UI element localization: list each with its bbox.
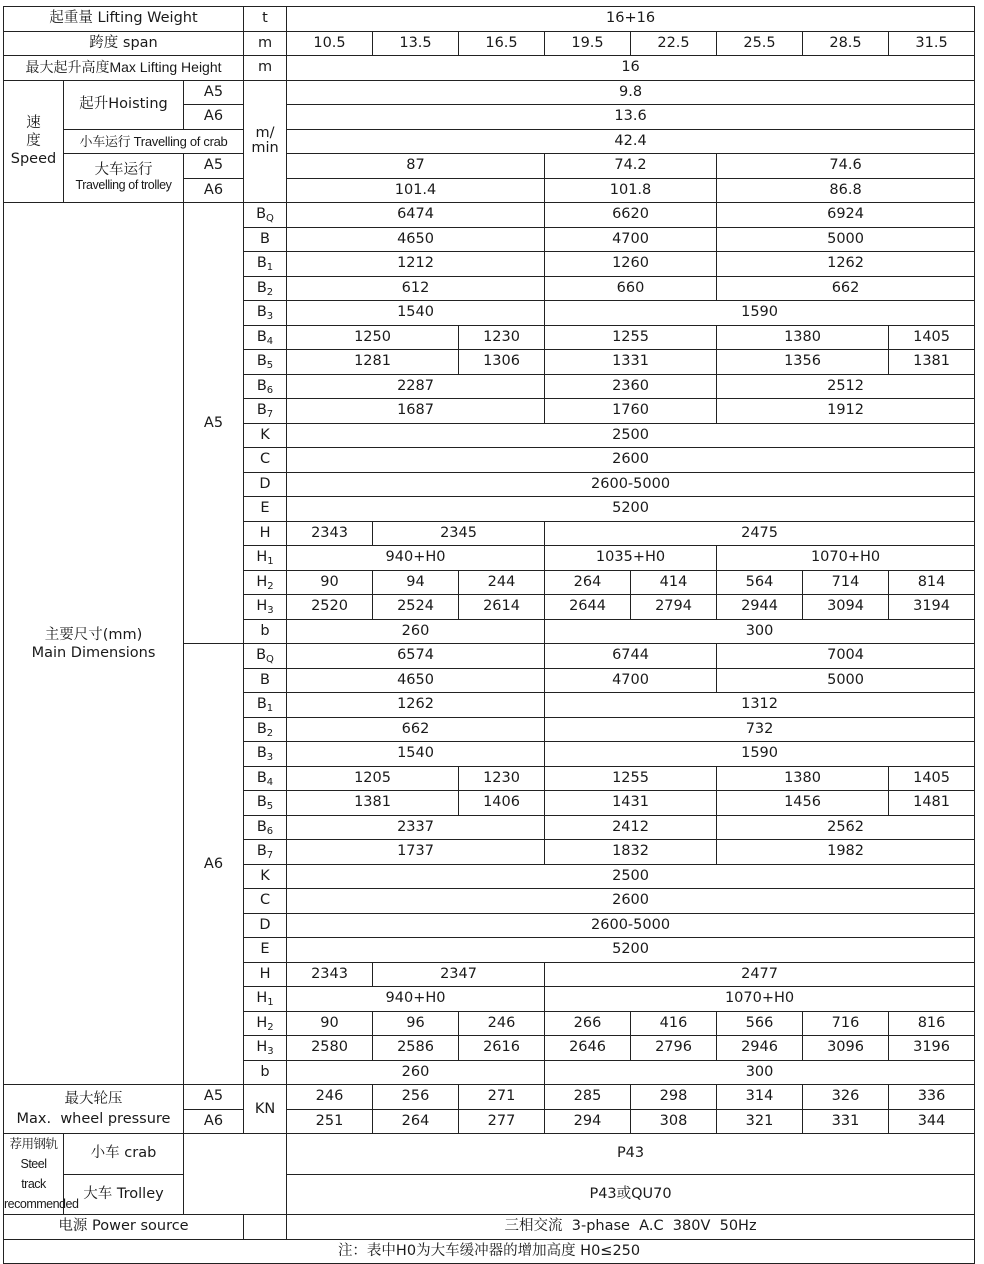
param-value: 2500 (287, 864, 975, 889)
param-value: 940+H0 (287, 546, 545, 571)
span-label: 跨度 span (4, 31, 244, 56)
param-value: 1205 (287, 766, 459, 791)
param-symbol: $B_1$ (244, 693, 287, 718)
param-value: 1255 (545, 325, 717, 350)
rail-label-top: 荐用钢轨 Steel (9, 1137, 58, 1171)
span-value: 13.5 (373, 31, 459, 56)
row-max-height (4, 56, 975, 81)
param-value: 1540 (287, 301, 545, 326)
power-label: 电源 Power source (4, 1215, 244, 1240)
param-symbol: $B_4$ (244, 766, 287, 791)
param-value: 2646 (545, 1036, 631, 1061)
param-value: 1381 (889, 350, 975, 375)
param-value: 1431 (545, 791, 717, 816)
span-value: 10.5 (287, 31, 373, 56)
param-value: 414 (631, 570, 717, 595)
lifting-weight-label: 起重量 Lifting Weight (4, 7, 244, 32)
wheel-pressure-label (4, 1085, 184, 1134)
spec-sheet (3, 6, 975, 1264)
param-value: 4650 (287, 227, 545, 252)
param-symbol: $H_1$ (244, 987, 287, 1012)
param-value: 246 (459, 1011, 545, 1036)
param-symbol: K (244, 864, 287, 889)
param-value: 1070+H0 (545, 987, 975, 1012)
max-height-label: 最大起升高度Max Lifting Height (4, 56, 244, 81)
param-value: 244 (459, 570, 545, 595)
param-symbol: B (244, 668, 287, 693)
param-value: 1255 (545, 766, 717, 791)
param-value: 4650 (287, 668, 545, 693)
param-value: 714 (803, 570, 889, 595)
param-value: 1912 (717, 399, 975, 424)
trolley-a6-value: 86.8 (717, 178, 975, 203)
trolley-a5-value: 74.6 (717, 154, 975, 179)
param-value: 2412 (545, 815, 717, 840)
speed-label (4, 80, 64, 203)
param-value: 1331 (545, 350, 717, 375)
param-value: 1212 (287, 252, 545, 277)
param-value: 6620 (545, 203, 717, 228)
param-value: 2345 (373, 521, 545, 546)
param-value: 2337 (287, 815, 545, 840)
param-value: 90 (287, 570, 373, 595)
row-rail-crab (4, 1134, 975, 1175)
param-value: 2600 (287, 448, 975, 473)
param-value: 7004 (717, 644, 975, 669)
rail-crab-label: 小车 crab (64, 1134, 184, 1175)
param-value: 1405 (889, 325, 975, 350)
param-value: 2477 (545, 962, 975, 987)
row-lifting-weight (4, 7, 975, 32)
wheel-a6-value: 331 (803, 1109, 889, 1134)
param-symbol: b (244, 619, 287, 644)
rail-trolley-value: P43或QU70 (287, 1174, 975, 1215)
param-value: 2586 (373, 1036, 459, 1061)
param-symbol: $H_2$ (244, 1011, 287, 1036)
param-value: 1230 (459, 325, 545, 350)
spec-table (3, 6, 975, 1264)
param-symbol: $H_3$ (244, 595, 287, 620)
trolley-a6-value: 101.4 (287, 178, 545, 203)
param-value: 1260 (545, 252, 717, 277)
param-value: 716 (803, 1011, 889, 1036)
param-value: 662 (717, 276, 975, 301)
param-symbol: H (244, 962, 287, 987)
hoisting-a6-value: 13.6 (287, 105, 975, 130)
wheel-a6-value: 251 (287, 1109, 373, 1134)
param-symbol: D (244, 913, 287, 938)
param-symbol: C (244, 448, 287, 473)
param-symbol: D (244, 472, 287, 497)
wheel-a5-value: 336 (889, 1085, 975, 1110)
wheel-unit: KN (244, 1085, 287, 1134)
param-value: 1456 (717, 791, 889, 816)
param-value: 2360 (545, 374, 717, 399)
param-symbol: $B_2$ (244, 717, 287, 742)
param-value: 5000 (717, 668, 975, 693)
param-value: 260 (287, 619, 545, 644)
param-value: 90 (287, 1011, 373, 1036)
param-value: 1405 (889, 766, 975, 791)
param-symbol: $B_1$ (244, 252, 287, 277)
rail-trolley-label: 大车 Trolley (64, 1174, 184, 1215)
rail-label-bottom: track recommended (4, 1177, 79, 1211)
param-value: 1540 (287, 742, 545, 767)
wheel-a6-value: 321 (717, 1109, 803, 1134)
wheel-pressure-label-en: Max. wheel pressure (16, 1111, 171, 1127)
param-value: 2600-5000 (287, 472, 975, 497)
row-rail-trolley (4, 1174, 975, 1215)
rail-crab-value: P43 (287, 1134, 975, 1175)
param-symbol: $H_3$ (244, 1036, 287, 1061)
param-value: 1035+H0 (545, 546, 717, 571)
param-value: 2343 (287, 521, 373, 546)
param-value: 1381 (287, 791, 459, 816)
param-value: 1406 (459, 791, 545, 816)
param-value: 2796 (631, 1036, 717, 1061)
param-value: 816 (889, 1011, 975, 1036)
param-value: 2287 (287, 374, 545, 399)
wheel-a6-value: 344 (889, 1109, 975, 1134)
param-value: 3096 (803, 1036, 889, 1061)
param-symbol: $B_6$ (244, 374, 287, 399)
wheel-a5-value: 314 (717, 1085, 803, 1110)
speed-unit-bottom: min (251, 140, 279, 157)
row-wheel-a5 (4, 1085, 975, 1110)
param-symbol: $B_4$ (244, 325, 287, 350)
param-value: 300 (545, 1060, 975, 1085)
a6-grade: A6 (184, 644, 244, 1085)
param-value: 94 (373, 570, 459, 595)
wheel-a5-value: 256 (373, 1085, 459, 1110)
rail-label (4, 1134, 79, 1215)
param-value: 1250 (287, 325, 459, 350)
crab-travel-value: 42.4 (287, 129, 975, 154)
wheel-a5-value: 271 (459, 1085, 545, 1110)
wheel-a5-value: 326 (803, 1085, 889, 1110)
param-value: 260 (287, 1060, 545, 1085)
param-value: 6574 (287, 644, 545, 669)
hoisting-label: 起升Hoisting (64, 80, 184, 129)
param-value: 1832 (545, 840, 717, 865)
wheel-a6-value: 308 (631, 1109, 717, 1134)
param-value: 3094 (803, 595, 889, 620)
param-value: 1380 (717, 766, 889, 791)
param-symbol: $B_3$ (244, 301, 287, 326)
param-value: 660 (545, 276, 717, 301)
param-value: 2512 (717, 374, 975, 399)
param-value: 940+H0 (287, 987, 545, 1012)
param-symbol: K (244, 423, 287, 448)
param-value: 1312 (545, 693, 975, 718)
trolley-a6-value: 101.8 (545, 178, 717, 203)
param-value: 3194 (889, 595, 975, 620)
span-unit: m (244, 31, 287, 56)
row-trolley-a5 (4, 154, 975, 179)
trolley-a6-grade: A6 (184, 178, 244, 203)
param-value: 1070+H0 (717, 546, 975, 571)
param-symbol: $B_2$ (244, 276, 287, 301)
param-value: 4700 (545, 668, 717, 693)
param-value: 1262 (287, 693, 545, 718)
trolley-travel-label-en: Travelling of trolley (75, 178, 172, 192)
param-value: 1760 (545, 399, 717, 424)
wheel-a5-grade: A5 (184, 1085, 244, 1110)
trolley-travel-label (64, 154, 184, 203)
a5-grade: A5 (184, 203, 244, 644)
speed-label-cn-2: 度 (26, 133, 41, 150)
row-a5-bq (4, 203, 975, 228)
param-value: 1590 (545, 742, 975, 767)
span-value: 25.5 (717, 31, 803, 56)
span-value: 16.5 (459, 31, 545, 56)
param-symbol: E (244, 497, 287, 522)
row-crab-travel (4, 129, 975, 154)
hoisting-a6-grade: A6 (184, 105, 244, 130)
param-value: 5200 (287, 938, 975, 963)
param-symbol: $B_Q$ (244, 203, 287, 228)
param-symbol: $B_5$ (244, 350, 287, 375)
table-note: 注：表中H0为大车缓冲器的增加高度 H0≤250 (4, 1239, 975, 1264)
param-value: 1306 (459, 350, 545, 375)
max-height-unit: m (244, 56, 287, 81)
param-value: 3196 (889, 1036, 975, 1061)
param-symbol: $B_Q$ (244, 644, 287, 669)
param-value: 2562 (717, 815, 975, 840)
hoisting-a5-value: 9.8 (287, 80, 975, 105)
param-symbol: b (244, 1060, 287, 1085)
param-symbol: C (244, 889, 287, 914)
param-value: 2944 (717, 595, 803, 620)
param-value: 300 (545, 619, 975, 644)
param-value: 1737 (287, 840, 545, 865)
rail-blank-cell (184, 1134, 287, 1215)
speed-label-en: Speed (10, 151, 57, 168)
param-value: 1380 (717, 325, 889, 350)
lifting-weight-value: 16+16 (287, 7, 975, 32)
wheel-a5-value: 285 (545, 1085, 631, 1110)
param-value: 2500 (287, 423, 975, 448)
hoisting-a5-grade: A5 (184, 80, 244, 105)
param-value: 2347 (373, 962, 545, 987)
param-symbol: $B_7$ (244, 399, 287, 424)
param-symbol: $B_3$ (244, 742, 287, 767)
lifting-weight-unit: t (244, 7, 287, 32)
wheel-a6-value: 277 (459, 1109, 545, 1134)
param-value: 2600 (287, 889, 975, 914)
param-value: 2475 (545, 521, 975, 546)
param-symbol: H (244, 521, 287, 546)
param-value: 266 (545, 1011, 631, 1036)
param-value: 2616 (459, 1036, 545, 1061)
span-value: 31.5 (889, 31, 975, 56)
param-value: 2520 (287, 595, 373, 620)
trolley-a5-grade: A5 (184, 154, 244, 179)
param-value: 732 (545, 717, 975, 742)
param-value: 264 (545, 570, 631, 595)
param-value: 2343 (287, 962, 373, 987)
param-symbol: B (244, 227, 287, 252)
param-value: 2614 (459, 595, 545, 620)
main-dimensions-label-cn: 主要尺寸(mm) (44, 626, 143, 643)
param-symbol: $B_5$ (244, 791, 287, 816)
param-value: 814 (889, 570, 975, 595)
param-symbol: $H_1$ (244, 546, 287, 571)
param-value: 1982 (717, 840, 975, 865)
trolley-travel-label-cn: 大车运行 (94, 162, 153, 178)
param-symbol: $H_2$ (244, 570, 287, 595)
row-hoisting-a5 (4, 80, 975, 105)
span-value: 22.5 (631, 31, 717, 56)
param-value: 6474 (287, 203, 545, 228)
param-value: 1262 (717, 252, 975, 277)
param-value: 1356 (717, 350, 889, 375)
wheel-a5-value: 246 (287, 1085, 373, 1110)
row-span (4, 31, 975, 56)
param-value: 2644 (545, 595, 631, 620)
wheel-a6-value: 294 (545, 1109, 631, 1134)
param-value: 96 (373, 1011, 459, 1036)
param-value: 612 (287, 276, 545, 301)
param-value: 416 (631, 1011, 717, 1036)
param-value: 564 (717, 570, 803, 595)
power-value: 三相交流 3-phase A.C 380V 50Hz (287, 1215, 975, 1240)
param-value: 1687 (287, 399, 545, 424)
param-symbol: E (244, 938, 287, 963)
trolley-a5-value: 74.2 (545, 154, 717, 179)
param-value: 2524 (373, 595, 459, 620)
row-power (4, 1215, 975, 1240)
speed-unit (244, 80, 287, 203)
row-note (4, 1239, 975, 1264)
param-value: 1481 (889, 791, 975, 816)
crab-travel-label: 小车运行 Travelling of crab (64, 129, 244, 154)
power-unit-blank (244, 1215, 287, 1240)
speed-label-cn-1: 速 (26, 115, 41, 132)
param-value: 1230 (459, 766, 545, 791)
param-value: 4700 (545, 227, 717, 252)
param-symbol: $B_7$ (244, 840, 287, 865)
wheel-pressure-label-cn: 最大轮压 (64, 1091, 123, 1107)
param-value: 2794 (631, 595, 717, 620)
param-value: 1281 (287, 350, 459, 375)
param-value: 566 (717, 1011, 803, 1036)
param-value: 6924 (717, 203, 975, 228)
param-value: 2946 (717, 1036, 803, 1061)
span-value: 28.5 (803, 31, 889, 56)
param-value: 2580 (287, 1036, 373, 1061)
param-symbol: $B_6$ (244, 815, 287, 840)
max-height-value: 16 (287, 56, 975, 81)
main-dimensions-label-en: Main Dimensions (31, 644, 156, 661)
wheel-a6-value: 264 (373, 1109, 459, 1134)
wheel-a6-grade: A6 (184, 1109, 244, 1134)
param-value: 5200 (287, 497, 975, 522)
param-value: 2600-5000 (287, 913, 975, 938)
param-value: 1590 (545, 301, 975, 326)
speed-unit-top: m/ (255, 125, 275, 142)
main-dimensions-label (4, 203, 184, 1085)
param-value: 5000 (717, 227, 975, 252)
param-value: 662 (287, 717, 545, 742)
trolley-a5-value: 87 (287, 154, 545, 179)
param-value: 6744 (545, 644, 717, 669)
span-value: 19.5 (545, 31, 631, 56)
wheel-a5-value: 298 (631, 1085, 717, 1110)
